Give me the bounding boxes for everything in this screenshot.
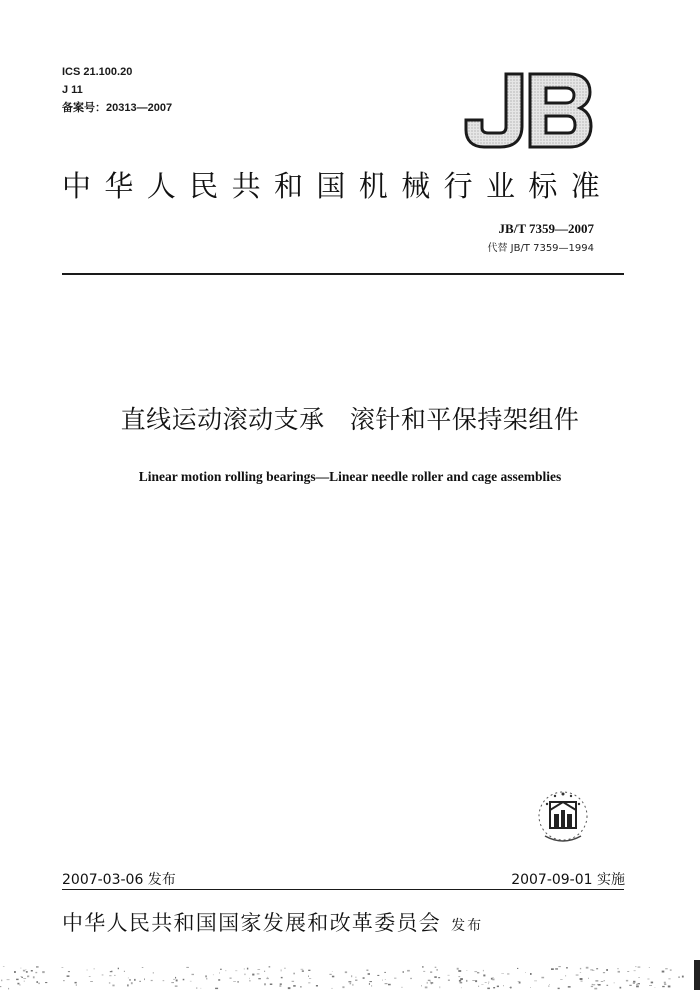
publisher-emblem-icon <box>535 786 591 850</box>
header-divider <box>62 273 624 275</box>
scan-artifact-strip <box>0 964 700 991</box>
issuer-name: 中华人民共和国国家发展和改革委员会 <box>62 911 442 935</box>
title-chinese: 直线运动滚动支承 滚针和平保持架组件 <box>120 405 580 434</box>
footer-divider <box>62 889 624 890</box>
ccs-code: J 11 <box>62 84 83 96</box>
issue-date: 2007-03-06 发布 <box>62 872 176 888</box>
replaces-standard: 代替 JB/T 7359—1994 <box>487 243 594 254</box>
jb-logo <box>462 70 594 150</box>
standard-number: JB/T 7359—2007 <box>498 221 594 236</box>
filing-number: 备案号：20313—2007 <box>62 102 173 114</box>
title-english: Linear motion rolling bearings—Linear needle roller and cage assemblies <box>138 469 562 484</box>
issuer-suffix: 发布 <box>451 918 484 934</box>
ics-code: ICS 21.100.20 <box>62 66 133 78</box>
organization-title: 中华人民共和国机械行业标准 <box>62 169 614 203</box>
implementation-date: 2007-09-01 实施 <box>511 872 625 888</box>
scan-edge-mark <box>694 960 700 990</box>
issuing-authority <box>62 907 642 937</box>
